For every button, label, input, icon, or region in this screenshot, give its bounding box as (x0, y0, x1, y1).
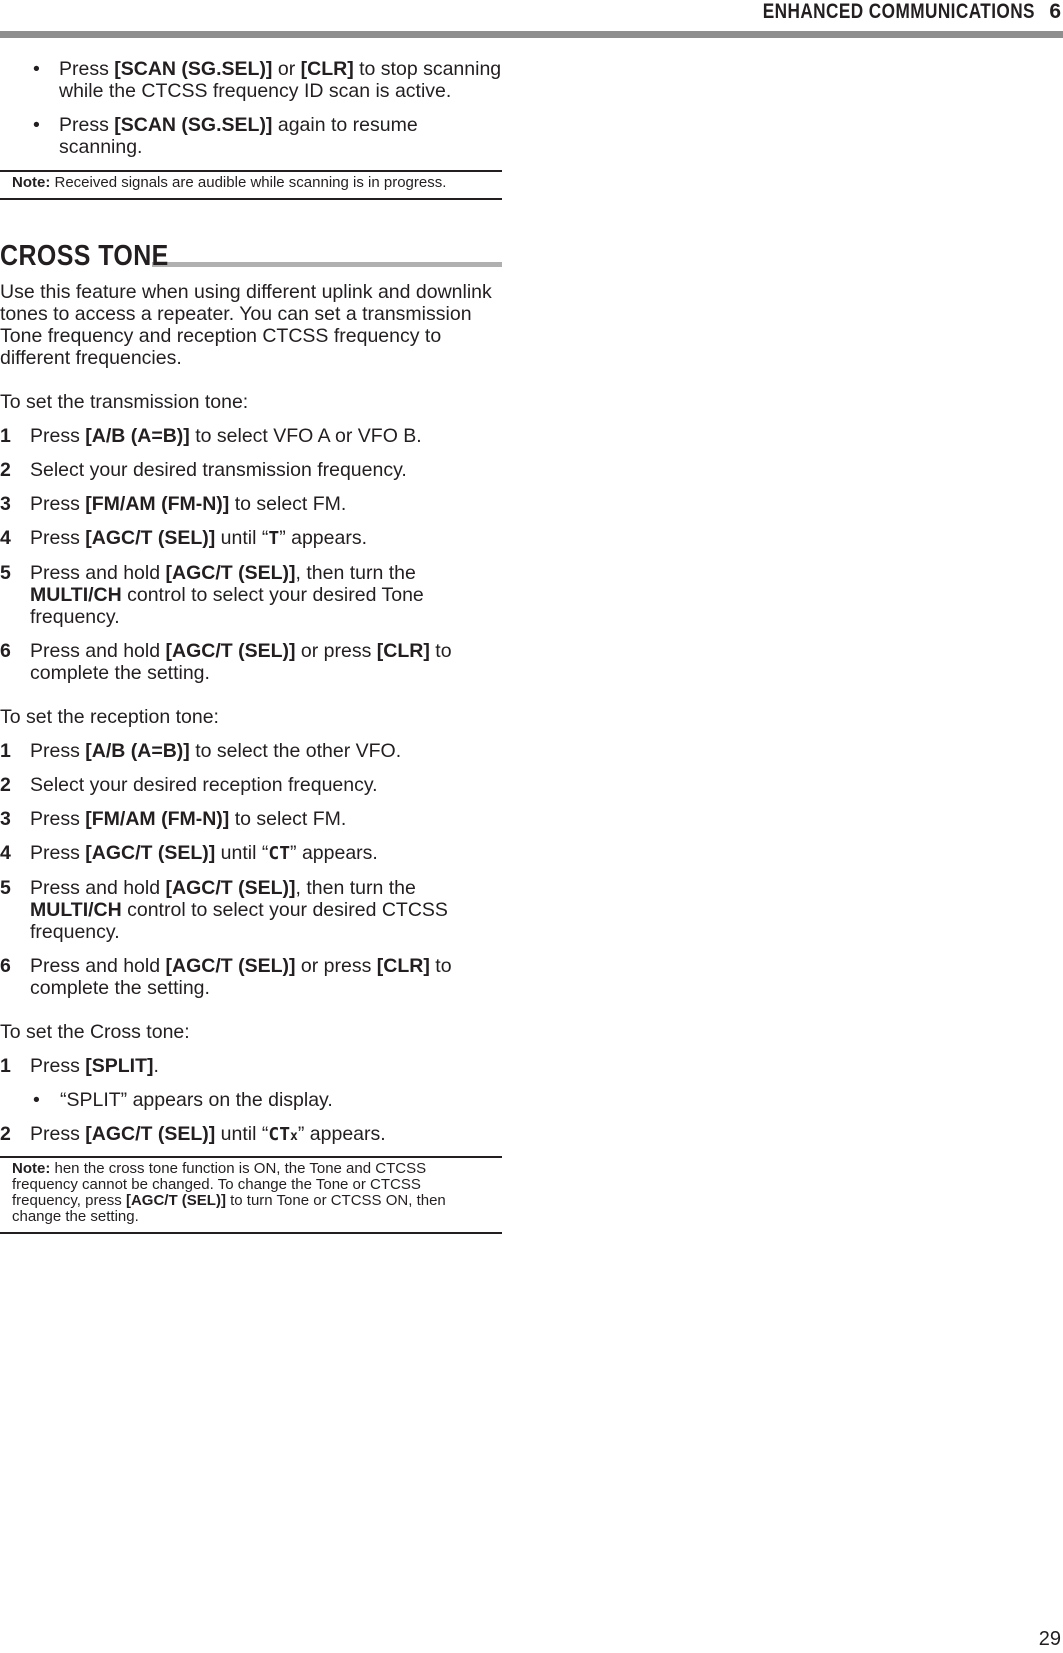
section-intro: Use this feature when using different uplink and downlink tones to access a repeater. You can set a transmission Tone frequency and reception CTCSS frequency to different frequencies. (0, 281, 492, 369)
cross-heading: To set the Cross tone: (0, 1021, 190, 1043)
tx-step-2: 2 Select your desired transmission frequency. (0, 459, 407, 481)
lcd-indicator-ct: CT (268, 843, 291, 864)
tx-heading: To set the transmission tone: (0, 391, 249, 413)
tx-step-1: 1 Press [A/B (A=B)] to select VFO A or VFO B. (0, 425, 422, 447)
rx-step-3: 3 Press [FM/AM (FM-N)] to select FM. (0, 808, 347, 830)
tx-step-6: 6 Press and hold [AGC/T (SEL)] or press [CLR] to complete the setting. (0, 640, 452, 684)
tx-step-3: 3 Press [FM/AM (FM-N)] to select FM. (0, 493, 347, 515)
note-cross-tone: Note: hen the cross tone function is ON, the Tone and CTCSS frequency cannot be changed. To change the Tone or CTCSS frequency, press [AGC/T (SEL)] to turn Tone or CTCSS ON, then change the setting. (0, 1156, 502, 1234)
tx-step-4: 4 Press [AGC/T (SEL)] until “T” appears. (0, 527, 368, 549)
cross-step-2: 2 Press [AGC/T (SEL)] until “CTx” appears. (0, 1123, 386, 1145)
lcd-indicator-t: T (268, 528, 280, 549)
chapter-number: 6 (1049, 0, 1061, 23)
bullet-dot: • (33, 114, 40, 136)
rx-step-1: 1 Press [A/B (A=B)] to select the other VFO. (0, 740, 402, 762)
rx-heading: To set the reception tone: (0, 706, 219, 728)
rx-step-2: 2 Select your desired reception frequency. (0, 774, 378, 796)
rx-step-6: 6 Press and hold [AGC/T (SEL)] or press [CLR] to complete the setting. (0, 955, 452, 999)
intro-bullet-2: • Press [SCAN (SG.SEL)] again to resume scanning. (33, 114, 418, 158)
content-column (0, 58, 502, 1234)
rx-steps (0, 740, 502, 999)
cross-step-1: 1 Press [SPLIT]. (0, 1055, 159, 1077)
running-header-title: ENHANCED COMMUNICATIONS (762, 0, 1035, 23)
bullet-dot: • (33, 58, 40, 80)
cross-sub-bullet: • “SPLIT” appears on the display. (33, 1089, 333, 1111)
cross-steps (0, 1055, 502, 1148)
page-number: 29 (1038, 1628, 1061, 1650)
tx-steps (0, 425, 502, 684)
bullet-dot: • (33, 1089, 40, 1111)
intro-bullet-1: • Press [SCAN (SG.SEL)] or [CLR] to stop scanning while the CTCSS frequency ID scan is active. (33, 58, 502, 102)
rx-step-5: 5 Press and hold [AGC/T (SEL)], then turn the MULTI/CH control to select your desired CTCSS frequency. (0, 877, 448, 943)
header-rule (0, 31, 1063, 38)
note-scanning: Note: Received signals are audible while scanning is in progress. (0, 170, 502, 200)
lcd-indicator-ctx: CTx (268, 1124, 298, 1145)
section-title: CROSS TONE (0, 240, 169, 272)
tx-step-5: 5 Press and hold [AGC/T (SEL)], then turn the MULTI/CH control to select your desired Tone frequency. (0, 562, 424, 628)
rx-step-4: 4 Press [AGC/T (SEL)] until “CT” appears. (0, 842, 378, 864)
